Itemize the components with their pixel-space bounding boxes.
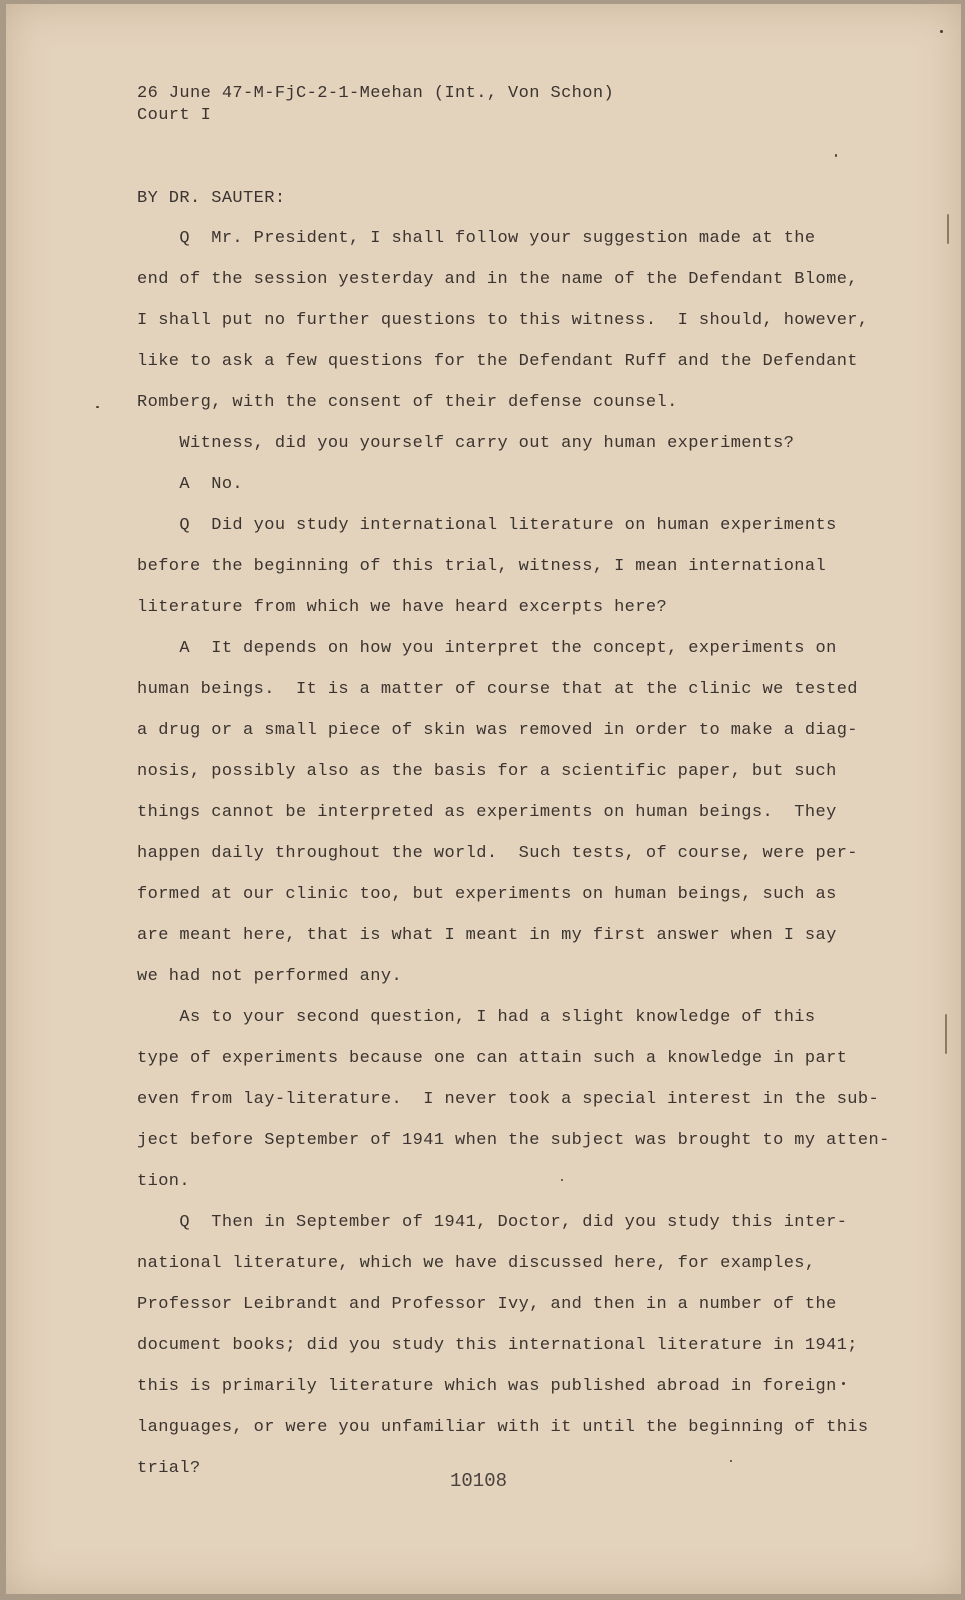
- header-line-2: Court I: [137, 106, 212, 125]
- body-line: document books; did you study this international literature in 1941;: [137, 1336, 858, 1355]
- body-line: like to ask a few questions for the Defendant Ruff and the Defendant: [137, 352, 858, 371]
- paper-speck: [96, 406, 99, 408]
- body-line: A No.: [137, 475, 244, 494]
- body-line: a drug or a small piece of skin was removed in order to make a diag-: [137, 721, 858, 740]
- page-number: 10108: [450, 1470, 508, 1492]
- paper-speck: [842, 1382, 845, 1385]
- header-line-1: 26 June 47-M-FjC-2-1-Meehan (Int., Von Schon): [137, 84, 615, 103]
- body-line: type of experiments because one can attain such a knowledge in part: [137, 1049, 848, 1068]
- body-line: end of the session yesterday and in the name of the Defendant Blome,: [137, 270, 858, 289]
- body-line: before the beginning of this trial, witness, I mean international: [137, 557, 827, 576]
- paper-edge-mark: [945, 1014, 947, 1054]
- body-line: Q Mr. President, I shall follow your suggestion made at the: [137, 229, 816, 248]
- speaker-heading: BY DR. SAUTER:: [137, 189, 286, 208]
- paper-speck: [835, 154, 837, 157]
- body-line: ject before September of 1941 when the subject was brought to my atten-: [137, 1131, 890, 1150]
- body-line: formed at our clinic too, but experiments on human beings, such as: [137, 885, 837, 904]
- body-line: national literature, which we have discussed here, for examples,: [137, 1254, 816, 1273]
- paper-speck: [940, 30, 943, 33]
- body-line: Professor Leibrandt and Professor Ivy, and then in a number of the: [137, 1295, 837, 1314]
- body-line: human beings. It is a matter of course that at the clinic we tested: [137, 680, 858, 699]
- body-line: literature from which we have heard excerpts here?: [137, 598, 668, 617]
- body-line: A It depends on how you interpret the concept, experiments on: [137, 639, 837, 658]
- paper-edge-mark: [947, 214, 949, 244]
- body-line: we had not performed any.: [137, 967, 403, 986]
- body-line: Q Then in September of 1941, Doctor, did you study this inter-: [137, 1213, 848, 1232]
- paper-speck: [561, 1179, 563, 1181]
- body-line: Witness, did you yourself carry out any human experiments?: [137, 434, 795, 453]
- body-line: are meant here, that is what I meant in my first answer when I say: [137, 926, 837, 945]
- body-line: I shall put no further questions to this witness. I should, however,: [137, 311, 869, 330]
- body-line: happen daily throughout the world. Such tests, of course, were per-: [137, 844, 858, 863]
- body-line: this is primarily literature which was published abroad in foreign: [137, 1377, 837, 1396]
- body-line: trial?: [137, 1459, 201, 1478]
- body-line: tion.: [137, 1172, 191, 1191]
- paper-speck: [730, 1460, 732, 1462]
- body-line: things cannot be interpreted as experiments on human beings. They: [137, 803, 837, 822]
- body-line: nosis, possibly also as the basis for a scientific paper, but such: [137, 762, 837, 781]
- body-line: Romberg, with the consent of their defense counsel.: [137, 393, 678, 412]
- document-page: [6, 4, 961, 1594]
- body-line: As to your second question, I had a slight knowledge of this: [137, 1008, 816, 1027]
- body-line: Q Did you study international literature on human experiments: [137, 516, 837, 535]
- body-line: languages, or were you unfamiliar with it until the beginning of this: [137, 1418, 869, 1437]
- body-line: even from lay-literature. I never took a special interest in the sub-: [137, 1090, 880, 1109]
